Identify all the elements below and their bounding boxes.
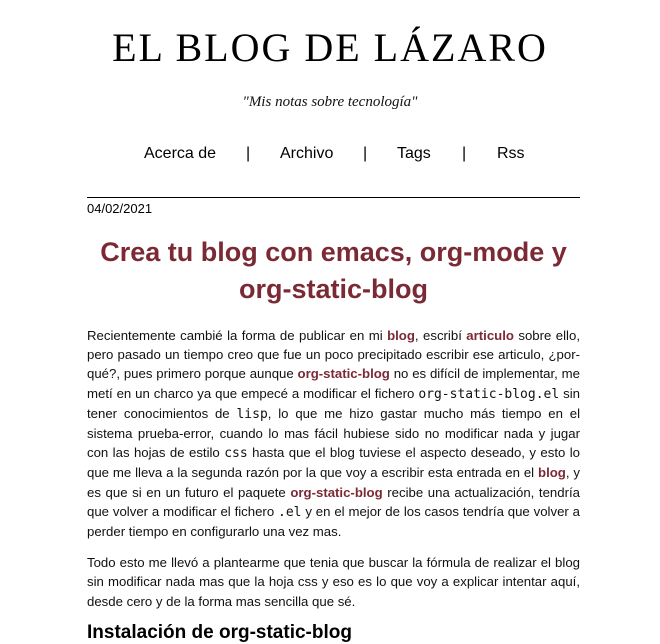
section-heading: Instalación de org-static-blog: [87, 622, 352, 643]
paragraph-text: sin tener conocimientos de: [87, 385, 580, 421]
article-link[interactable]: articulo: [466, 328, 514, 343]
nav-rss-link[interactable]: Rss: [497, 145, 525, 162]
paragraph-text: , y es que si en un futuro el paquete: [87, 465, 581, 500]
paragraph-text: hasta que el blog tuviese el aspecto deseado, y esto lo que me lleva a la segunda razón por la que voy a escribir esta entrada en el: [87, 445, 581, 481]
main-nav: [0, 145, 660, 165]
nav-separator: |: [363, 145, 368, 162]
paragraph-text: , lo que me hizo gastar mucho más tiempo en el sistema prueba-error, cuando lo mas fácil hubiese sido no modificar nada y jugar con las hojas de estilo: [87, 405, 581, 461]
blog-link[interactable]: blog: [387, 328, 415, 343]
post-date: 04/02/2021: [87, 201, 153, 216]
inline-code: .el: [278, 504, 302, 520]
site-tagline: "Mis notas sobre tecnología": [242, 94, 418, 110]
inline-code: lisp: [236, 406, 268, 422]
inline-code: org-static-blog.el: [418, 386, 560, 402]
inline-code: css: [224, 446, 248, 462]
nav-about-link[interactable]: Acerca de: [144, 145, 217, 162]
post-paragraph: Todo esto me llevó a plantearme que tenia que buscar la fórmula de realizar el blog sin modificar nada mas que la hoja css y eso es lo que voy a explicar intentar aquí, desde cero y de la forma mas sencilla que sé.: [87, 555, 580, 609]
nav-separator: |: [246, 145, 251, 162]
nav-tags-link[interactable]: Tags: [397, 145, 431, 162]
header-divider: [87, 197, 580, 198]
paragraph-text: , escribí: [414, 328, 467, 343]
blog-link[interactable]: blog: [538, 465, 566, 481]
paragraph-text: y en el mejor de los casos tendría que volver a perder tiempo en configurarlo una vez mas.: [87, 503, 580, 540]
site-title[interactable]: EL BLOG DE LÁZARO: [112, 25, 548, 70]
paragraph-text: Recientemente cambié la forma de publicar en mi: [87, 328, 388, 343]
paragraph-text: no es difícil de implementar, me metí en un charco ya que empecé a modificar el fichero: [87, 366, 580, 401]
post-content: [87, 326, 580, 623]
post-paragraph: [87, 326, 580, 541]
nav-separator: |: [462, 145, 467, 162]
org-static-blog-link[interactable]: org-static-blog: [290, 484, 383, 500]
org-static-blog-link[interactable]: org-static-blog: [297, 366, 390, 382]
paragraph-text: recibe una actualización, tendría que volver a modificar el fichero: [87, 484, 580, 519]
paragraph-text: sobre ello, pero pasado un tiempo creo que fue un poco precipitado escribir ese articulo, ¿por-qué?, pues primero porque aunque: [87, 328, 580, 382]
post-title[interactable]: Crea tu blog con emacs, org-mode y org-static-blog: [100, 237, 567, 304]
nav-archive-link[interactable]: Archivo: [280, 145, 334, 162]
